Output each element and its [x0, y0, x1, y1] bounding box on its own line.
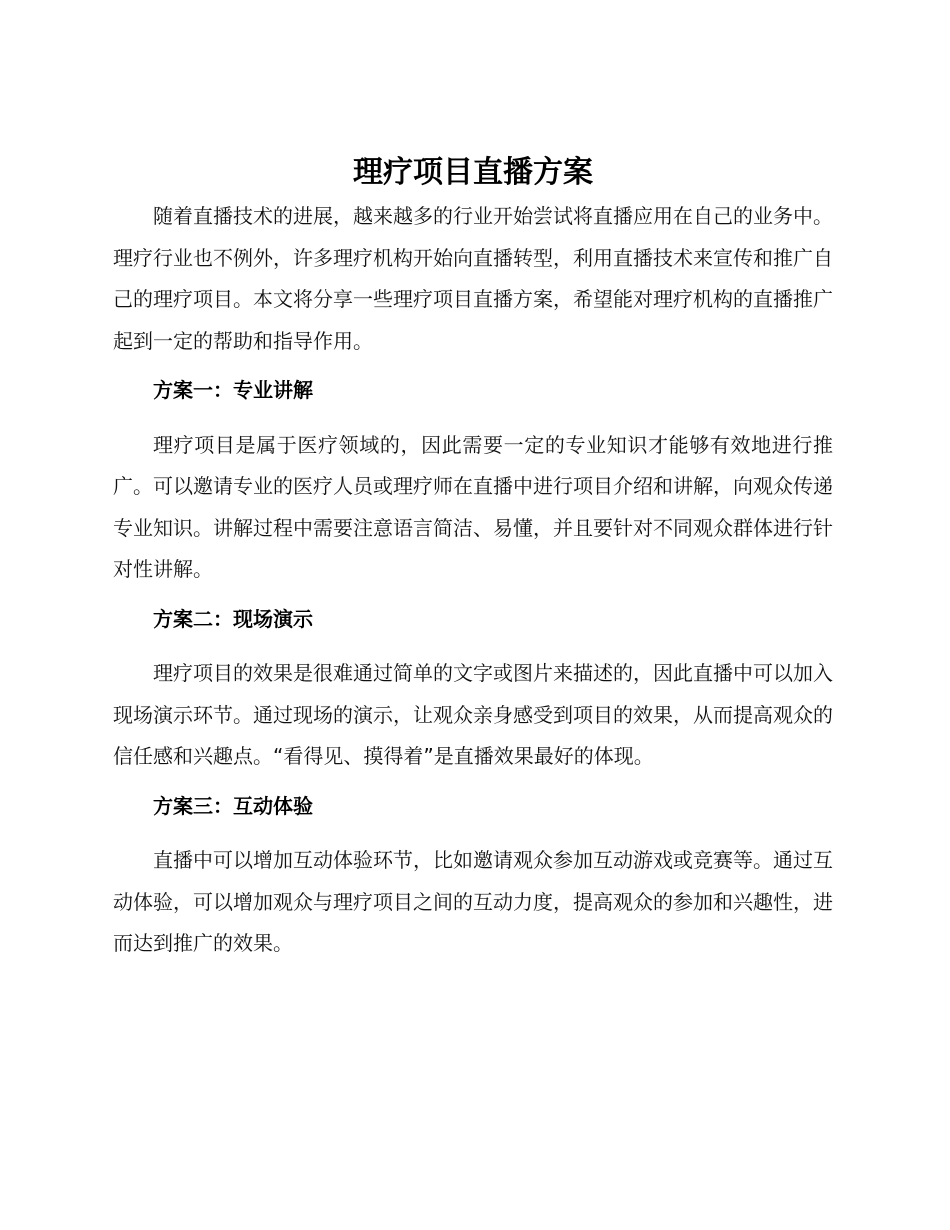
section-body-3: 直播中可以增加互动体验环节，比如邀请观众参加互动游戏或竞赛等。通过互动体验，可以增加观众与理疗项目之间的互动力度，提高观众的参加和兴趣性，进而达到推广的效果。 — [113, 848, 833, 955]
section-body-1: 理疗项目是属于医疗领域的，因此需要一定的专业知识才能够有效地进行推广。可以邀请专业的医疗人员或理疗师在直播中进行项目介绍和讲解，向观众传递专业知识。讲解过程中需要注意语言简洁、易懂，并且要针对不同观众群体进行针对性讲解。 — [113, 432, 833, 581]
document-title: 理疗项目直播方案 — [353, 155, 593, 190]
section-heading-3: 方案三：互动体验 — [153, 793, 313, 818]
section-heading-2: 方案二：现场演示 — [153, 606, 313, 631]
intro-paragraph: 随着直播技术的进展，越来越多的行业开始尝试将直播应用在自己的业务中。理疗行业也不例外，许多理疗机构开始向直播转型，利用直播技术来宣传和推广自己的理疗项目。本文将分享一些理疗项目直播方案，希望能对理疗机构的直播推广起到一定的帮助和指导作用。 — [113, 204, 833, 353]
section-heading-1: 方案一：专业讲解 — [153, 378, 313, 402]
section-body-2: 理疗项目的效果是很难通过简单的文字或图片来描述的，因此直播中可以加入现场演示环节。通过现场的演示，让观众亲身感受到项目的效果，从而提高观众的信任感和兴趣点。“看得见、摸得着”是直播效果最好的体现。 — [113, 661, 833, 768]
document-body — [113, 150, 833, 965]
